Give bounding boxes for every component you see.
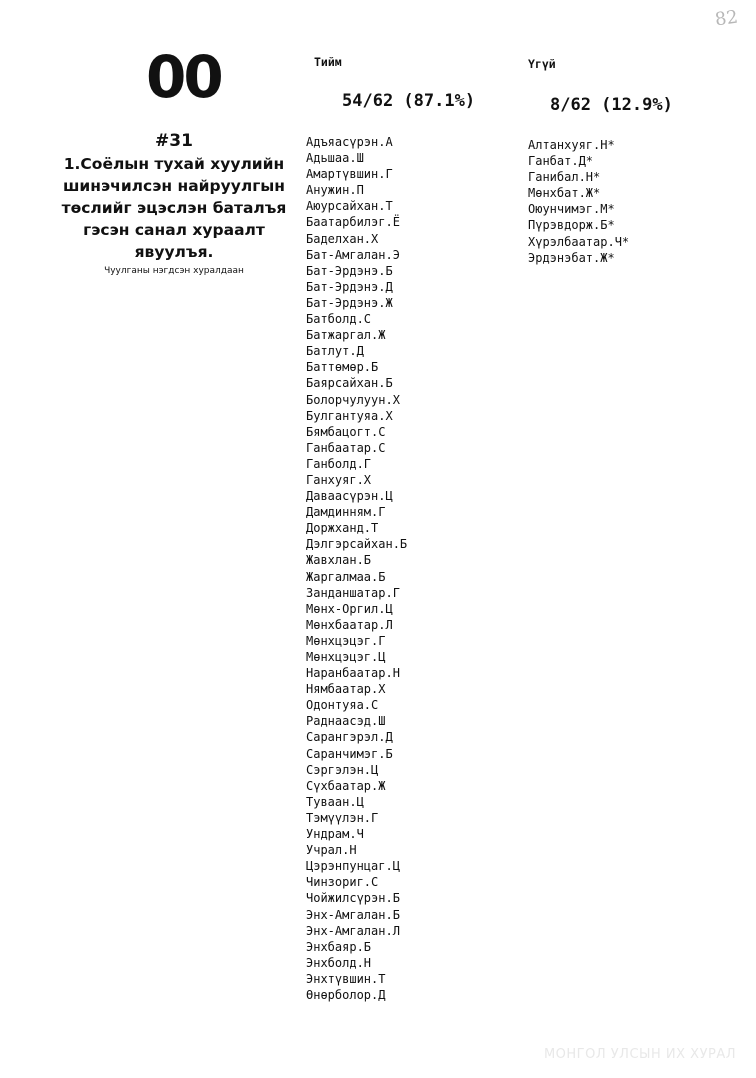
voter-name: Баярсайхан.Б	[306, 376, 393, 391]
voter-name: Ганболд.Г	[306, 456, 372, 471]
voter-name: Сэргэлэн.Ц	[306, 762, 379, 777]
voter-name: Жавхлан.Б	[306, 553, 372, 568]
voter-name: Занданшатар.Г	[306, 585, 400, 600]
voter-name: Энхболд.Н	[306, 955, 372, 970]
voter-name: Чойжилсүрэн.Б	[306, 891, 400, 906]
no-count: 8/62 (12.9%)	[550, 95, 673, 115]
voter-name: Энх-Амгалан.Л	[306, 923, 400, 938]
voter-name: Аюурсайхан.Т	[306, 199, 393, 214]
voter-name: Учрал.Н	[306, 843, 357, 858]
voter-name: Энх-Амгалан.Б	[306, 907, 400, 922]
voter-name: Бат-Эрдэнэ.Ж	[306, 295, 393, 310]
voter-name: Цэрэнпунцаг.Ц	[306, 859, 400, 874]
voter-name: Алтанхуяг.Н*	[528, 138, 615, 152]
voter-name: Сүхбаатар.Ж	[306, 778, 386, 793]
no-voters-list	[528, 137, 629, 266]
voter-name: Ундрам.Ч	[306, 827, 364, 842]
voter-name: Батболд.С	[306, 312, 372, 327]
voter-name: Ганибал.Н*	[528, 170, 601, 185]
watermark: МОНГОЛ УЛСЫН ИХ ХУРАЛ	[543, 1047, 736, 1062]
voter-name: Хүрэлбаатар.Ч*	[528, 234, 630, 249]
motion-number: #31	[155, 131, 193, 151]
yes-count: 54/62 (87.1%)	[342, 91, 476, 111]
yes-heading: Тийм	[314, 55, 342, 69]
voter-name: Дамдинням.Г	[306, 505, 386, 520]
voter-name: Наранбаатар.Н	[306, 666, 400, 681]
voter-name: Эрдэнэбат.Ж*	[528, 250, 615, 265]
voter-name: Адьшаа.Ш	[306, 151, 364, 166]
voter-name: Дэлгэрсайхан.Б	[306, 537, 408, 552]
voter-name: Мөнхцэцэг.Ц	[306, 650, 386, 664]
voter-name: Бат-Амгалан.Э	[306, 247, 400, 262]
voter-name: Мөнхбат.Ж*	[528, 186, 601, 201]
voter-name: Жаргалмаа.Б	[306, 569, 386, 584]
meeting-type: Чуулганы нэгдсэн хуралдаан	[104, 266, 244, 276]
voter-name: Доржханд.Т	[306, 521, 379, 536]
motion-block	[44, 130, 304, 277]
voter-name: Саранчимэг.Б	[306, 746, 393, 761]
no-heading: Үгүй	[528, 57, 556, 71]
voter-name: Бат-Эрдэнэ.Д	[306, 279, 393, 294]
voter-name: Баатарбилэг.Ё	[306, 215, 400, 230]
voter-name: Амартүвшин.Г	[306, 167, 393, 182]
voter-name: Баделхан.Х	[306, 231, 379, 246]
voter-name: Өнөрболор.Д	[306, 987, 386, 1002]
voter-name: Мөнх-Оргил.Ц	[306, 601, 393, 616]
voter-name: Бямбацогт.С	[306, 424, 386, 439]
voter-name: Энхтүвшин.Т	[306, 971, 386, 986]
voter-name: Энхбаяр.Б	[306, 939, 372, 954]
voter-name: Даваасүрэн.Ц	[306, 489, 393, 504]
voter-name: Мөнхбаатар.Л	[306, 617, 393, 632]
voter-name: Оюунчимэг.М*	[528, 202, 615, 217]
voter-name: Туваан.Ц	[306, 794, 364, 809]
motion-text: 1.Соёлын тухай хуулийн шинэчилсэн найруулгын төслийг эцэслэн баталъя гэсэн санал хураалт явуулъя.	[61, 155, 287, 261]
voter-name: Чинзориг.С	[306, 875, 379, 890]
voter-name: Батжаргал.Ж	[306, 328, 386, 343]
voter-name: Пүрэвдорж.Б*	[528, 218, 615, 233]
voter-name: Мөнхцэцэг.Г	[306, 633, 386, 648]
voter-name: Ганбаатар.С	[306, 440, 386, 455]
session-code: 00	[146, 43, 221, 111]
voter-name: Ганбат.Д*	[528, 154, 594, 169]
voter-name: Сарангэрэл.Д	[306, 730, 393, 745]
voter-name: Анужин.П	[306, 183, 364, 198]
voter-name: Ганхуяг.Х	[306, 472, 372, 487]
voter-name: Одонтуяа.С	[306, 698, 379, 713]
yes-voters-list	[306, 134, 407, 1003]
voter-name: Батлут.Д	[306, 344, 364, 359]
voter-name: Раднаасэд.Ш	[306, 714, 386, 729]
voter-name: Болорчулуун.Х	[306, 392, 400, 407]
voter-name: Бат-Эрдэнэ.Б	[306, 263, 393, 278]
voter-name: Булгантуяа.Х	[306, 408, 393, 423]
page-mark: 82	[713, 6, 740, 31]
voter-name: Нямбаатар.Х	[306, 682, 386, 697]
voter-name: Баттөмөр.Б	[306, 360, 379, 375]
voter-name: Адъяасүрэн.А	[306, 135, 393, 149]
voter-name: Тэмүүлэн.Г	[306, 810, 379, 825]
